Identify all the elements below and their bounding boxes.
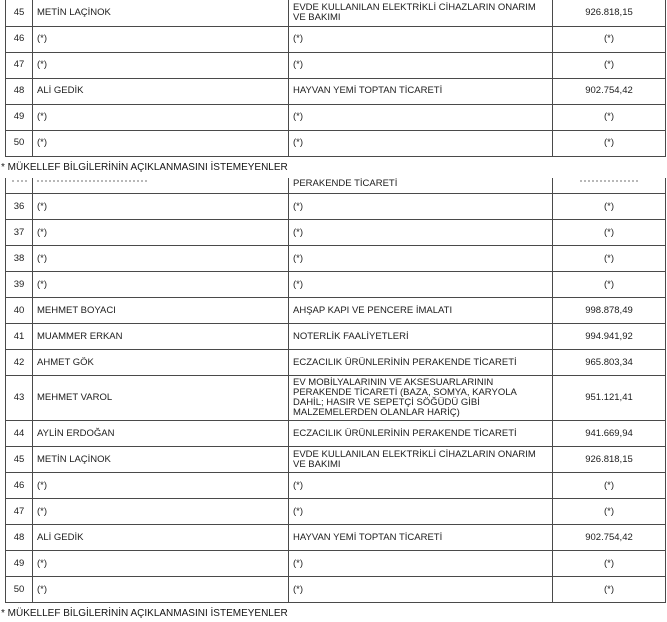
rank-cell: 46: [6, 473, 33, 499]
table-row: [6, 272, 666, 298]
table-row: [6, 298, 666, 324]
taxpayer-name-cell: (*): [33, 577, 289, 603]
table-row: [6, 551, 666, 577]
activity-cell: (*): [289, 104, 553, 130]
taxpayer-name-cell: (*): [33, 272, 289, 298]
table-row: [6, 0, 666, 26]
activity-cell: ECZACILIK ÜRÜNLERİNİN PERAKENDE TİCARETİ: [289, 350, 553, 376]
taxpayer-name-cell: (*): [33, 551, 289, 577]
activity-cell: (*): [289, 26, 553, 52]
activity-cell: NOTERLİK FAALİYETLERİ: [289, 324, 553, 350]
clipped-text-mark: [12, 180, 27, 182]
rank-cell: [6, 178, 33, 194]
taxpayer-name-cell: AYLİN ERDOĞAN: [33, 421, 289, 447]
rank-cell: 45: [6, 447, 33, 473]
table-row: [6, 220, 666, 246]
amount-cell: 902.754,42: [553, 525, 666, 551]
amount-cell: 926.818,15: [553, 447, 666, 473]
activity-cell: (*): [289, 194, 553, 220]
table-row: [6, 26, 666, 52]
table-row: [6, 194, 666, 220]
activity-cell: (*): [289, 551, 553, 577]
rank-cell: 49: [6, 104, 33, 130]
table-row: [6, 473, 666, 499]
taxpayer-name-cell: (*): [33, 499, 289, 525]
rank-cell: 37: [6, 220, 33, 246]
activity-cell: HAYVAN YEMİ TOPTAN TİCARETİ: [289, 78, 553, 104]
activity-cell: (*): [289, 130, 553, 156]
amount-cell: (*): [553, 246, 666, 272]
amount-cell: (*): [553, 272, 666, 298]
activity-cell: (*): [289, 272, 553, 298]
amount-cell: (*): [553, 26, 666, 52]
amount-cell: 926.818,15: [553, 0, 666, 26]
activity-cell: ECZACILIK ÜRÜNLERİNİN PERAKENDE TİCARETİ: [289, 421, 553, 447]
amount-cell: [553, 178, 666, 194]
amount-cell: (*): [553, 499, 666, 525]
amount-cell: 965.803,34: [553, 350, 666, 376]
table-row: [6, 447, 666, 473]
rank-cell: 39: [6, 272, 33, 298]
masked-taxpayers-footnote: * MÜKELLEF BİLGİLERİNİN AÇIKLANMASINI İSTEMEYENLER: [1, 608, 288, 619]
rank-cell: 42: [6, 350, 33, 376]
table-section-upper: [0, 0, 667, 174]
activity-cell: PERAKENDE TİCARETİ: [289, 178, 553, 194]
table-section-lower: [0, 178, 667, 621]
rank-cell: 46: [6, 26, 33, 52]
amount-cell: (*): [553, 194, 666, 220]
activity-cell: EV MOBİLYALARININ VE AKSESUARLARININ PERAKENDE TİCARETİ (BAZA, SOMYA, KARYOLA DAHİL; HASIR VE SEPETÇİ SÖĞÜDÜ GİBİ MALZEMELERDEN OLANLAR HARİÇ): [289, 376, 553, 421]
taxpayer-name-cell: (*): [33, 473, 289, 499]
table-row: [6, 376, 666, 421]
amount-cell: (*): [553, 473, 666, 499]
activity-cell: AHŞAP KAPI VE PENCERE İMALATI: [289, 298, 553, 324]
activity-cell: (*): [289, 473, 553, 499]
rank-cell: 48: [6, 78, 33, 104]
table-row: [6, 130, 666, 156]
table-row: [6, 525, 666, 551]
rank-cell: 36: [6, 194, 33, 220]
taxpayer-name-cell: MUAMMER ERKAN: [33, 324, 289, 350]
taxpayer-name-cell: (*): [33, 26, 289, 52]
rank-cell: 38: [6, 246, 33, 272]
rank-cell: 44: [6, 421, 33, 447]
table-row: [6, 499, 666, 525]
amount-cell: 994.941,92: [553, 324, 666, 350]
table-row: [6, 78, 666, 104]
taxpayer-name-cell: METİN LAÇİNOK: [33, 447, 289, 473]
taxpayer-name-cell: AHMET GÖK: [33, 350, 289, 376]
rank-cell: 47: [6, 499, 33, 525]
amount-cell: 998.878,49: [553, 298, 666, 324]
rank-cell: 48: [6, 525, 33, 551]
masked-taxpayers-footnote: * MÜKELLEF BİLGİLERİNİN AÇIKLANMASINI İSTEMEYENLER: [1, 161, 288, 173]
taxpayer-name-cell: (*): [33, 246, 289, 272]
taxpayer-name-cell: MEHMET VAROL: [33, 376, 289, 421]
taxpayer-name-cell: ALİ GEDİK: [33, 78, 289, 104]
amount-cell: (*): [553, 551, 666, 577]
activity-cell: EVDE KULLANILAN ELEKTRİKLİ CİHAZLARIN ONARIM VE BAKIMI: [289, 447, 553, 473]
amount-cell: (*): [553, 220, 666, 246]
taxpayer-name-cell: ALİ GEDİK: [33, 525, 289, 551]
activity-cell: (*): [289, 246, 553, 272]
table-row: [6, 104, 666, 130]
clipped-text-mark: [580, 180, 638, 182]
activity-cell: HAYVAN YEMİ TOPTAN TİCARETİ: [289, 525, 553, 551]
table-row: [6, 324, 666, 350]
taxpayer-table-upper: [5, 0, 666, 157]
rank-cell: 50: [6, 577, 33, 603]
table-row: [6, 246, 666, 272]
taxpayer-name-cell: (*): [33, 220, 289, 246]
rank-cell: 43: [6, 376, 33, 421]
amount-cell: (*): [553, 104, 666, 130]
activity-cell: (*): [289, 52, 553, 78]
taxpayer-name-cell: [33, 178, 289, 194]
activity-cell: (*): [289, 499, 553, 525]
clipped-text-mark: [37, 180, 147, 182]
rank-cell: 50: [6, 130, 33, 156]
taxpayer-name-cell: (*): [33, 104, 289, 130]
amount-cell: (*): [553, 52, 666, 78]
rank-cell: 49: [6, 551, 33, 577]
table-row: [6, 52, 666, 78]
activity-cell: (*): [289, 220, 553, 246]
amount-cell: 902.754,42: [553, 78, 666, 104]
table-row: [6, 350, 666, 376]
taxpayer-name-cell: METİN LAÇİNOK: [33, 0, 289, 26]
amount-cell: (*): [553, 577, 666, 603]
table-row: [6, 577, 666, 603]
activity-cell: EVDE KULLANILAN ELEKTRİKLİ CİHAZLARIN ONARIM VE BAKIMI: [289, 0, 553, 26]
rank-cell: 45: [6, 0, 33, 26]
taxpayer-table-lower: [5, 178, 666, 604]
taxpayer-name-cell: MEHMET BOYACI: [33, 298, 289, 324]
clipped-table-row: [6, 178, 666, 194]
taxpayer-name-cell: (*): [33, 130, 289, 156]
taxpayer-name-cell: (*): [33, 52, 289, 78]
rank-cell: 40: [6, 298, 33, 324]
rank-cell: 47: [6, 52, 33, 78]
amount-cell: 941.669,94: [553, 421, 666, 447]
rank-cell: 41: [6, 324, 33, 350]
taxpayer-name-cell: (*): [33, 194, 289, 220]
activity-cell: (*): [289, 577, 553, 603]
table-row: [6, 421, 666, 447]
amount-cell: (*): [553, 130, 666, 156]
amount-cell: 951.121,41: [553, 376, 666, 421]
